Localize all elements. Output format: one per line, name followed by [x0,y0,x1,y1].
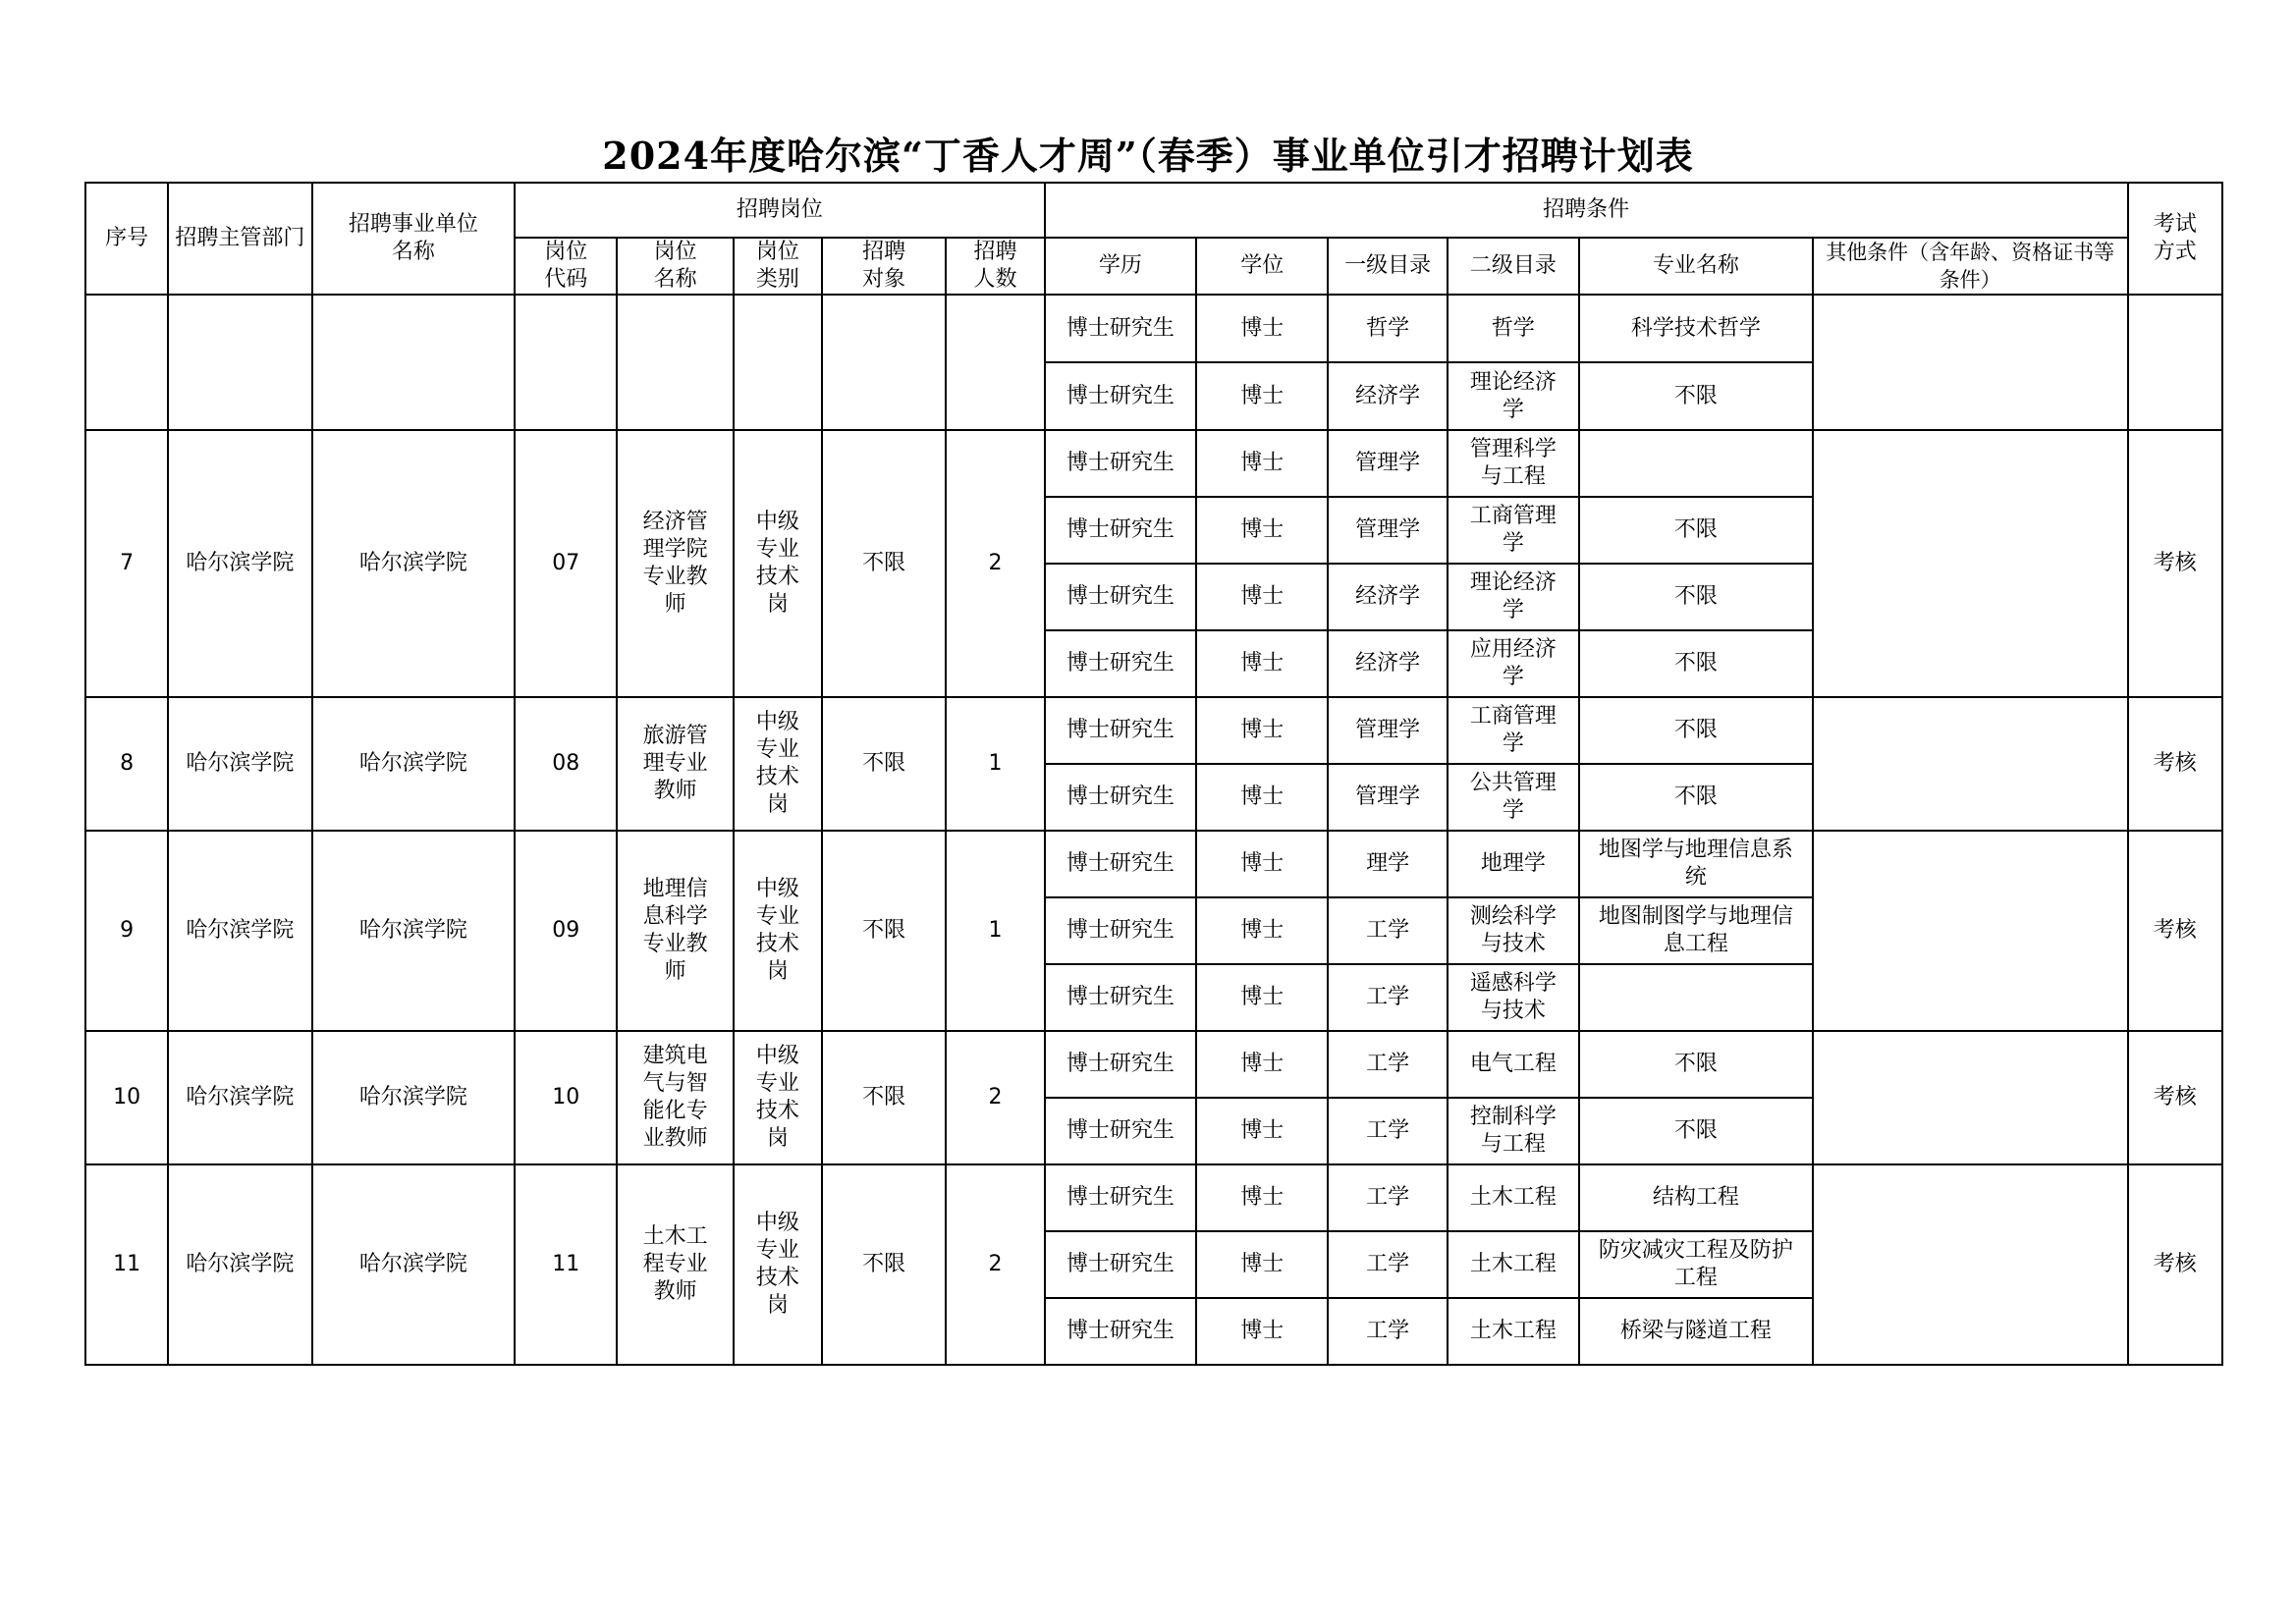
major-cell: 科学技术哲学 [1579,295,1813,362]
dept-cell: 哈尔滨学院 [168,1031,311,1164]
post-type-cell: 中级专业技术岗 [734,1031,822,1164]
degree-cell: 博士 [1196,697,1328,764]
table-row [85,697,2222,764]
degree-cell: 博士 [1196,831,1328,897]
header-exam: 考试方式 [2128,183,2222,295]
education-cell: 博士研究生 [1045,630,1196,697]
seq-cell: 7 [85,430,168,697]
other-conditions-cell [1813,430,2128,697]
header-level2: 二级目录 [1448,238,1579,295]
dept-cell: 哈尔滨学院 [168,697,311,831]
level2-cell: 测绘科学与技术 [1448,897,1579,964]
level1-cell: 工学 [1328,1098,1447,1164]
education-cell: 博士研究生 [1045,964,1196,1031]
post-name-cell: 土木工程专业教师 [617,1164,733,1365]
major-cell: 不限 [1579,764,1813,831]
post-type-cell: 中级专业技术岗 [734,430,822,697]
major-cell: 不限 [1579,362,1813,430]
count-cell: 2 [946,1031,1044,1164]
major-cell: 地图学与地理信息系统 [1579,831,1813,897]
level2-cell: 控制科学与工程 [1448,1098,1579,1164]
post-type-cell [734,295,822,430]
level1-cell: 工学 [1328,897,1447,964]
header-count: 招聘人数 [946,238,1044,295]
header-dept: 招聘主管部门 [168,183,311,295]
level1-cell: 工学 [1328,964,1447,1031]
unit-cell [312,295,516,430]
level2-cell: 土木工程 [1448,1231,1579,1298]
major-cell: 地图制图学与地理信息工程 [1579,897,1813,964]
level1-cell: 经济学 [1328,362,1447,430]
level1-cell: 工学 [1328,1298,1447,1365]
level2-cell: 工商管理学 [1448,697,1579,764]
major-cell [1579,964,1813,1031]
unit-cell: 哈尔滨学院 [312,697,516,831]
degree-cell: 博士 [1196,630,1328,697]
target-cell: 不限 [822,1031,946,1164]
exam-cell: 考核 [2128,1031,2222,1164]
education-cell: 博士研究生 [1045,1231,1196,1298]
education-cell: 博士研究生 [1045,1164,1196,1231]
exam-cell: 考核 [2128,831,2222,1031]
dept-cell [168,295,311,430]
dept-cell: 哈尔滨学院 [168,430,311,697]
level2-cell: 工商管理学 [1448,497,1579,564]
degree-cell: 博士 [1196,362,1328,430]
post-name-cell: 经济管理学院专业教师 [617,430,733,697]
dept-cell: 哈尔滨学院 [168,831,311,1031]
post-type-cell: 中级专业技术岗 [734,831,822,1031]
target-cell: 不限 [822,1164,946,1365]
target-cell: 不限 [822,697,946,831]
level1-cell: 工学 [1328,1031,1447,1098]
table-row [85,1164,2222,1231]
seq-cell: 11 [85,1164,168,1365]
education-cell: 博士研究生 [1045,564,1196,630]
level1-cell: 经济学 [1328,564,1447,630]
degree-cell: 博士 [1196,1298,1328,1365]
header-post-group: 招聘岗位 [515,183,1045,238]
count-cell: 2 [946,1164,1044,1365]
table-row [85,1031,2222,1098]
header-post-code: 岗位代码 [515,238,617,295]
level2-cell: 地理学 [1448,831,1579,897]
major-cell: 防灾减灾工程及防护工程 [1579,1231,1813,1298]
header-seq: 序号 [85,183,168,295]
education-cell: 博士研究生 [1045,1298,1196,1365]
degree-cell: 博士 [1196,564,1328,630]
header-major: 专业名称 [1579,238,1813,295]
unit-cell: 哈尔滨学院 [312,430,516,697]
level2-cell: 应用经济学 [1448,630,1579,697]
post-type-cell: 中级专业技术岗 [734,1164,822,1365]
count-cell: 2 [946,430,1044,697]
degree-cell: 博士 [1196,430,1328,497]
level2-cell: 理论经济学 [1448,564,1579,630]
count-cell: 1 [946,697,1044,831]
post-name-cell [617,295,733,430]
level1-cell: 经济学 [1328,630,1447,697]
post-code-cell: 11 [515,1164,617,1365]
level1-cell: 管理学 [1328,497,1447,564]
degree-cell: 博士 [1196,1031,1328,1098]
count-cell: 1 [946,831,1044,1031]
major-cell [1579,430,1813,497]
post-name-cell: 建筑电气与智能化专业教师 [617,1031,733,1164]
education-cell: 博士研究生 [1045,1031,1196,1098]
seq-cell: 10 [85,1031,168,1164]
level2-cell: 土木工程 [1448,1164,1579,1231]
level2-cell: 遥感科学与技术 [1448,964,1579,1031]
seq-cell: 8 [85,697,168,831]
post-type-cell: 中级专业技术岗 [734,697,822,831]
header-unit: 招聘事业单位名称 [312,183,516,295]
level1-cell: 工学 [1328,1164,1447,1231]
table-body [85,295,2222,1365]
post-code-cell: 09 [515,831,617,1031]
seq-cell: 9 [85,831,168,1031]
level2-cell: 哲学 [1448,295,1579,362]
major-cell: 不限 [1579,630,1813,697]
other-conditions-cell [1813,1031,2128,1164]
other-conditions-cell [1813,1164,2128,1365]
education-cell: 博士研究生 [1045,430,1196,497]
degree-cell: 博士 [1196,1098,1328,1164]
major-cell: 结构工程 [1579,1164,1813,1231]
table-row [85,831,2222,897]
other-conditions-cell [1813,295,2128,430]
exam-cell: 考核 [2128,1164,2222,1365]
header-education: 学历 [1045,238,1196,295]
post-name-cell: 旅游管理专业教师 [617,697,733,831]
header-target: 招聘对象 [822,238,946,295]
degree-cell: 博士 [1196,964,1328,1031]
table-header [85,183,2222,295]
education-cell: 博士研究生 [1045,764,1196,831]
degree-cell: 博士 [1196,497,1328,564]
degree-cell: 博士 [1196,897,1328,964]
post-code-cell: 10 [515,1031,617,1164]
education-cell: 博士研究生 [1045,1098,1196,1164]
level1-cell: 管理学 [1328,430,1447,497]
exam-cell [2128,295,2222,430]
header-post-type: 岗位类别 [734,238,822,295]
unit-cell: 哈尔滨学院 [312,831,516,1031]
level2-cell: 土木工程 [1448,1298,1579,1365]
degree-cell: 博士 [1196,1231,1328,1298]
count-cell [946,295,1044,430]
level1-cell: 管理学 [1328,697,1447,764]
major-cell: 桥梁与隧道工程 [1579,1298,1813,1365]
post-code-cell: 07 [515,430,617,697]
header-level1: 一级目录 [1328,238,1447,295]
major-cell: 不限 [1579,564,1813,630]
table-row [85,295,2222,362]
target-cell: 不限 [822,831,946,1031]
major-cell: 不限 [1579,1031,1813,1098]
post-name-cell: 地理信息科学专业教师 [617,831,733,1031]
other-conditions-cell [1813,697,2128,831]
header-conditions-group: 招聘条件 [1045,183,2128,238]
page-title: 2024年度哈尔滨“丁香人才周”（春季）事业单位引才招聘计划表 [602,134,1694,178]
level1-cell: 哲学 [1328,295,1447,362]
level2-cell: 理论经济学 [1448,362,1579,430]
education-cell: 博士研究生 [1045,295,1196,362]
major-cell: 不限 [1579,697,1813,764]
header-degree: 学位 [1196,238,1328,295]
post-code-cell: 08 [515,697,617,831]
education-cell: 博士研究生 [1045,831,1196,897]
dept-cell: 哈尔滨学院 [168,1164,311,1365]
degree-cell: 博士 [1196,764,1328,831]
degree-cell: 博士 [1196,1164,1328,1231]
recruitment-table [84,182,2223,1366]
level2-cell: 公共管理学 [1448,764,1579,831]
seq-cell [85,295,168,430]
target-cell [822,295,946,430]
exam-cell: 考核 [2128,697,2222,831]
level1-cell: 管理学 [1328,764,1447,831]
education-cell: 博士研究生 [1045,897,1196,964]
major-cell: 不限 [1579,1098,1813,1164]
unit-cell: 哈尔滨学院 [312,1031,516,1164]
exam-cell: 考核 [2128,430,2222,697]
major-cell: 不限 [1579,497,1813,564]
header-other: 其他条件（含年龄、资格证书等条件） [1813,238,2128,295]
level2-cell: 管理科学与工程 [1448,430,1579,497]
level2-cell: 电气工程 [1448,1031,1579,1098]
education-cell: 博士研究生 [1045,497,1196,564]
level1-cell: 理学 [1328,831,1447,897]
unit-cell: 哈尔滨学院 [312,1164,516,1365]
post-code-cell [515,295,617,430]
header-post-name: 岗位名称 [617,238,733,295]
target-cell: 不限 [822,430,946,697]
table-row [85,430,2222,497]
education-cell: 博士研究生 [1045,362,1196,430]
degree-cell: 博士 [1196,295,1328,362]
other-conditions-cell [1813,831,2128,1031]
education-cell: 博士研究生 [1045,697,1196,764]
level1-cell: 工学 [1328,1231,1447,1298]
